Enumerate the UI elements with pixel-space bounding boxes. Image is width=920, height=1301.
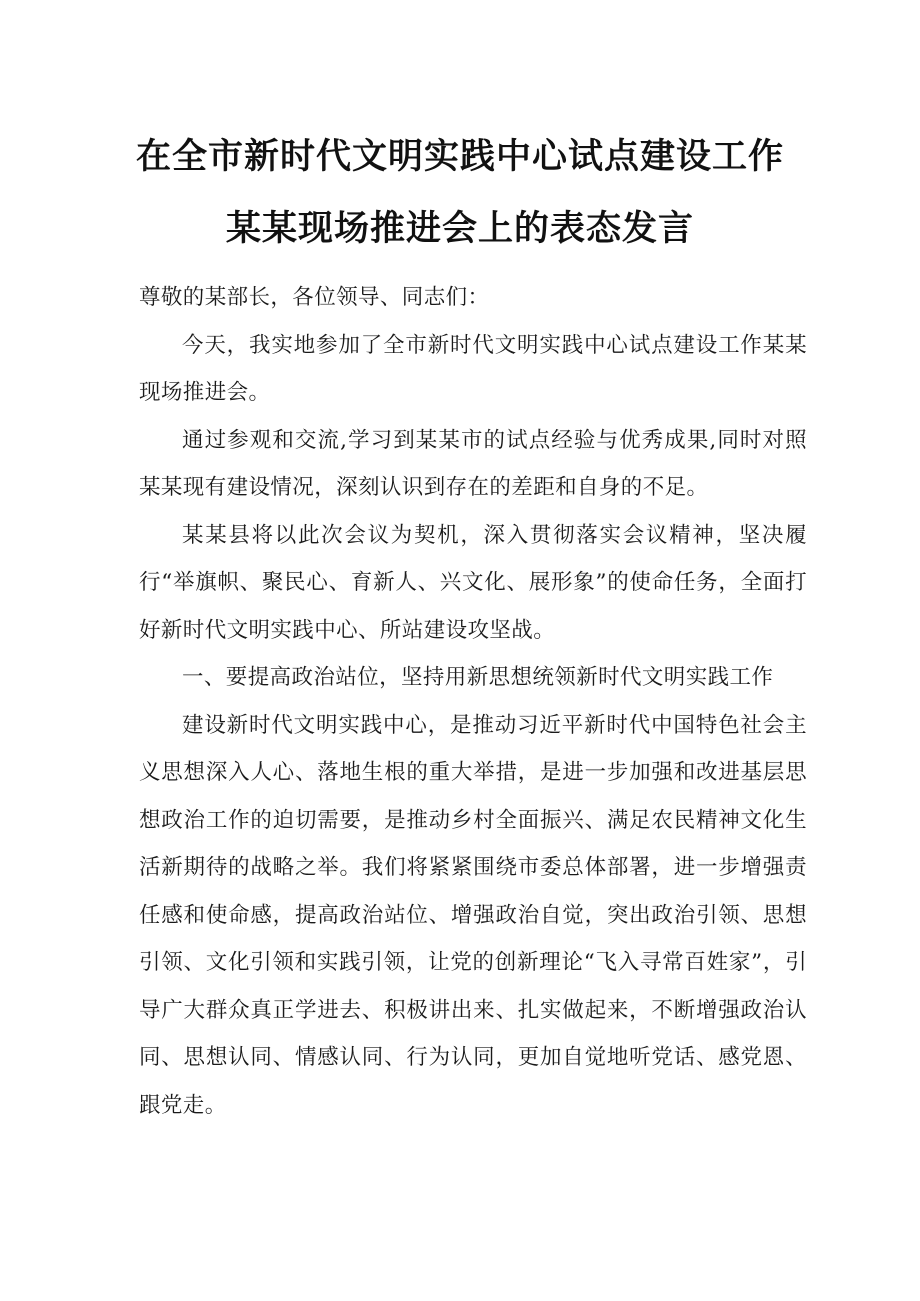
paragraph-1: 今天，我实地参加了全市新时代文明实践中心试点建设工作某某现场推进会。 — [139, 332, 807, 405]
document-title-line-2: 某某现场推进会上的表态发言 — [225, 209, 694, 249]
paragraph-3: 某某县将以此次会议为契机，深入贯彻落实会议精神，坚决履行“举旗帜、聚民心、育新人、兴文化、展形象”的使命任务，全面打好新时代文明实践中心、所站建设攻坚战。 — [139, 522, 807, 643]
paragraph-2: 通过参观和交流,学习到某某市的试点经验与优秀成果,同时对照某某现有建设情况，深刻认识到存在的差距和自身的不足。 — [139, 427, 807, 500]
document-body — [139, 274, 807, 1129]
section-heading-1: 一、要提高政治站位，坚持用新思想统领新时代文明实践工作 — [182, 665, 774, 690]
paragraph-4: 建设新时代文明实践中心，是推动习近平新时代中国特色社会主义思想深入人心、落地生根的重大举措，是进一步加强和改进基层思想政治工作的迫切需要，是推动乡村全面振兴、满足农民精神文化生活新期待的战略之举。我们将紧紧围绕市委总体部署，进一步增强责任感和使命感，提高政治站位、增强政治自觉，突出政治引领、思想引领、文化引领和实践引领，让党的创新理论“飞入寻常百姓家”，引导广大群众真正学进去、积极讲出来、扎实做起来，不断增强政治认同、思想认同、情感认同、行为认同，更加自觉地听党话、感党恩、跟党走。 — [139, 712, 807, 1118]
document-title-line-1: 在全市新时代文明实践中心试点建设工作 — [135, 137, 784, 177]
salutation: 尊敬的某部长，各位领导、同志们： — [139, 285, 490, 310]
